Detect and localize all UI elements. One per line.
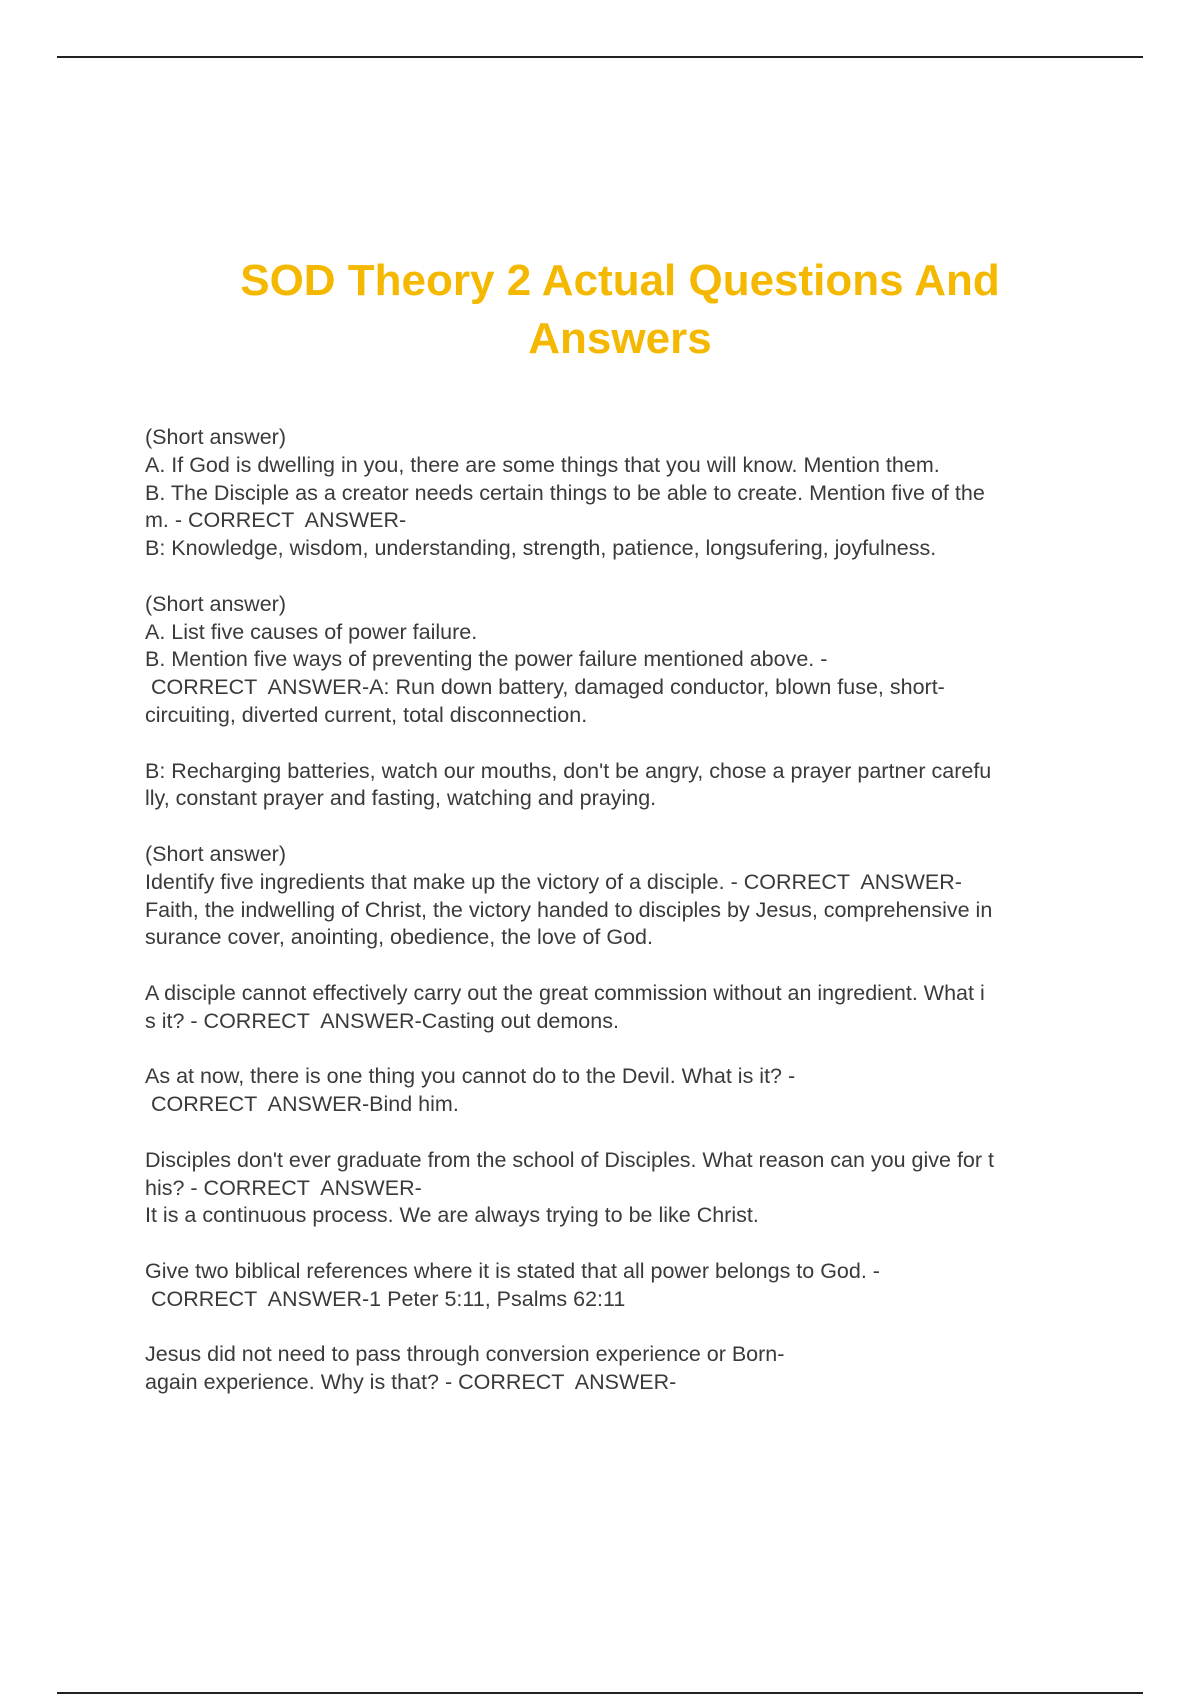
- qa-text-line: lly, constant prayer and fasting, watching and praying.: [145, 786, 657, 811]
- qa-text-line: CORRECT ANSWER-1 Peter 5:11, Psalms 62:11: [145, 1286, 626, 1311]
- qa-text-line: Identify five ingredients that make up the victory of a disciple. - CORRECT ANSWER-: [145, 869, 962, 894]
- qa-text-line: As at now, there is one thing you cannot do to the Devil. What is it? -: [145, 1064, 796, 1089]
- qa-text-line: A. If God is dwelling in you, there are some things that you will know. Mention them.: [145, 452, 940, 477]
- qa-item: [145, 758, 1095, 814]
- qa-text-line: again experience. Why is that? - CORRECT ANSWER-: [145, 1370, 677, 1395]
- qa-text-line: (Short answer): [145, 591, 286, 616]
- qa-text-line: circuiting, diverted current, total disconnection.: [145, 702, 588, 727]
- document-title: [160, 252, 1080, 368]
- qa-text-line: Disciples don't ever graduate from the school of Disciples. What reason can you give for t: [145, 1147, 994, 1172]
- qa-text-line: B. Mention five ways of preventing the power failure mentioned above. -: [145, 647, 828, 672]
- document-title-line: Answers: [528, 314, 712, 363]
- qa-item: [145, 424, 1095, 563]
- qa-text-line: B: Recharging batteries, watch our mouths, don't be angry, chose a prayer partner carefu: [145, 758, 992, 783]
- qa-body: [145, 424, 1095, 1425]
- qa-item: [145, 591, 1095, 730]
- qa-text-line: B: Knowledge, wisdom, understanding, strength, patience, longsufering, joyfulness.: [145, 536, 937, 561]
- qa-text-line: It is a continuous process. We are always trying to be like Christ.: [145, 1203, 759, 1228]
- document-title-line: SOD Theory 2 Actual Questions And: [240, 256, 1000, 305]
- qa-text-line: CORRECT ANSWER-Bind him.: [145, 1092, 459, 1117]
- qa-text-line: s it? - CORRECT ANSWER-Casting out demons.: [145, 1008, 619, 1033]
- qa-text-line: A disciple cannot effectively carry out the great commission without an ingredient. What i: [145, 980, 985, 1005]
- qa-text-line: CORRECT ANSWER-A: Run down battery, damaged conductor, blown fuse, short-: [145, 675, 945, 700]
- qa-text-line: Faith, the indwelling of Christ, the victory handed to disciples by Jesus, comprehensive in: [145, 897, 993, 922]
- qa-text-line: (Short answer): [145, 425, 286, 449]
- qa-item: [145, 1258, 1095, 1314]
- qa-text-line: Jesus did not need to pass through conversion experience or Born-: [145, 1342, 785, 1367]
- qa-item: [145, 1341, 1095, 1397]
- qa-text-line: (Short answer): [145, 841, 286, 866]
- qa-item: [145, 1063, 1095, 1119]
- qa-text-line: A. List five causes of power failure.: [145, 619, 478, 644]
- header-rule: [57, 56, 1143, 58]
- qa-text-line: his? - CORRECT ANSWER-: [145, 1175, 422, 1200]
- qa-text-line: B. The Disciple as a creator needs certain things to be able to create. Mention five of the: [145, 480, 985, 505]
- qa-text-line: surance cover, anointing, obedience, the love of God.: [145, 925, 653, 950]
- footer-rule: [57, 1692, 1143, 1694]
- qa-item: [145, 1147, 1095, 1230]
- qa-text-line: Give two biblical references where it is stated that all power belongs to God. -: [145, 1258, 880, 1283]
- qa-item: [145, 980, 1095, 1036]
- qa-text-line: m. - CORRECT ANSWER-: [145, 508, 407, 533]
- qa-item: [145, 841, 1095, 952]
